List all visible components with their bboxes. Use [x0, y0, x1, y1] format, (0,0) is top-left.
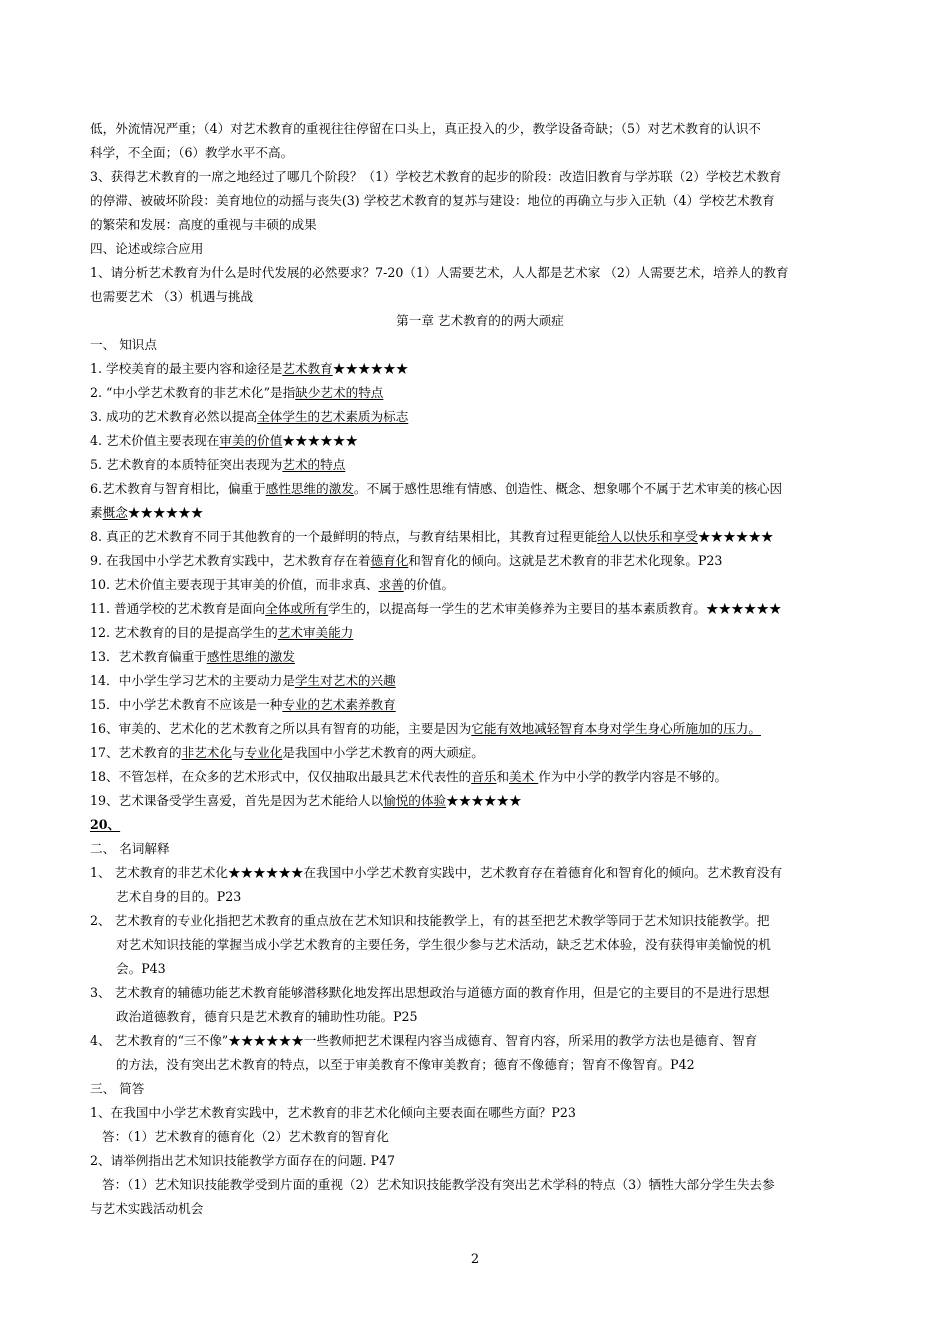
- term-item: 会。P43: [116, 961, 166, 976]
- knowledge-item: 3. 成功的艺术教育必然以提高全体学生的艺术素质为标志: [90, 409, 409, 424]
- text-line: 的停滞、被破坏阶段：美育地位的动摇与丧失(3) 学校艺术教育的复苏与建设：地位的再确立与步入正轨（4）学校艺术教育: [90, 193, 775, 208]
- question: 2、请举例指出艺术知识技能教学方面存在的问题. P47: [90, 1153, 395, 1168]
- knowledge-item: 16、审美的、艺术化的艺术教育之所以具有智育的功能，主要是因为它能有效地减轻智育本身对学生身心所施加的压力。: [90, 721, 761, 736]
- star-rating: ★★★★★★: [282, 433, 358, 448]
- term-item: 4、 艺术教育的“三不像”★★★★★★一些教师把艺术课程内容当成德育、智育内容，所采用的教学方法也是德育、智育: [90, 1033, 758, 1048]
- term-item: 3、 艺术教育的辅德功能艺术教育能够潜移默化地发挥出思想政治与道德方面的教育作用，但是它的主要目的不是进行思想: [90, 985, 770, 1000]
- knowledge-item: 素概念★★★★★★: [90, 505, 204, 520]
- term-item: 的方法，没有突出艺术教育的特点，以至于审美教育不像审美教育；德育不像德育；智育不像智育。P42: [116, 1057, 695, 1072]
- star-rating: ★★★★★★: [332, 361, 409, 376]
- section-heading: 一、 知识点: [90, 337, 157, 352]
- knowledge-item: 19、艺术课备受学生喜爱，首先是因为艺术能给人以愉悦的体验★★★★★★: [90, 793, 522, 808]
- star-rating: ★★★★★★: [697, 529, 774, 544]
- knowledge-item: 20、: [90, 817, 121, 832]
- knowledge-item: 1. 学校美育的最主要内容和途径是艺术教育★★★★★★: [90, 361, 409, 376]
- text-line: 低，外流情况严重；（4）对艺术教育的重视往往停留在口头上，真正投入的少，教学设备奇缺；（5）对艺术教育的认识不: [90, 121, 761, 136]
- knowledge-item: 8. 真正的艺术教育不同于其他教育的一个最鲜明的特点，与教育结果相比，其教育过程更能给人以快乐和享受★★★★★★: [90, 529, 774, 544]
- text-line: 1、请分析艺术教育为什么是时代发展的必然要求？7-20（1）人需要艺术，人人都是艺术家 （2）人需要艺术，培养人的教育: [90, 265, 789, 280]
- section-heading: 三、 简答: [90, 1081, 145, 1096]
- document-body: [90, 117, 870, 1221]
- star-rating: ★★★★★★: [127, 505, 204, 520]
- term-item: 艺术自身的目的。P23: [116, 889, 242, 904]
- knowledge-item: 5. 艺术教育的本质特征突出表现为艺术的特点: [90, 457, 346, 472]
- text-line: 科学，不全面；（6）教学水平不高。: [90, 145, 294, 160]
- answer: 答：（1）艺术教育的德育化（2）艺术教育的智育化: [102, 1129, 389, 1144]
- term-item: 政治道德教育，德育只是艺术教育的辅助性功能。P25: [116, 1009, 418, 1024]
- term-item: 对艺术知识技能的掌握当成小学艺术教育的主要任务，学生很少参与艺术活动，缺乏艺术体验，没有获得审美愉悦的机: [116, 937, 771, 952]
- page-number: 2: [470, 1252, 480, 1267]
- knowledge-item: 10. 艺术价值主要表现于其审美的价值，而非求真、求善的价值。: [90, 577, 455, 592]
- knowledge-item: 6.艺术教育与智育相比，偏重于感性思维的激发。不属于感性思维有情感、创造性、概念、想象哪个不属于艺术审美的核心因: [90, 481, 783, 496]
- text-line: 的繁荣和发展：高度的重视与丰硕的成果: [90, 217, 317, 232]
- section-heading: 二、 名词解释: [90, 841, 170, 856]
- question: 1、在我国中小学艺术教育实践中，艺术教育的非艺术化倾向主要表面在哪些方面？P23: [90, 1105, 576, 1120]
- knowledge-item: 11. 普通学校的艺术教育是面向全体或所有学生的，以提高每一学生的艺术审美修养为主要目的基本素质教育。★★★★★★: [90, 601, 782, 616]
- star-rating: ★★★★★★: [446, 793, 522, 808]
- text-line: 3、获得艺术教育的一席之地经过了哪几个阶段？（1）学校艺术教育的起步的阶段：改造旧教育与学苏联（2）学校艺术教育: [90, 169, 782, 184]
- knowledge-item: 18、不管怎样，在众多的艺术形式中，仅仅抽取出最具艺术代表性的音乐和美术 作为中小学的教学内容是不够的。: [90, 769, 728, 784]
- knowledge-item: 17、艺术教育的非艺术化与专业化是我国中小学艺术教育的两大顽症。: [90, 745, 484, 760]
- answer: 答：（1）艺术知识技能教学受到片面的重视（2）艺术知识技能教学没有突出艺术学科的特点（3）牺牲大部分学生失去参: [102, 1177, 775, 1192]
- chapter-title: 第一章 艺术教育的的两大顽症: [396, 313, 564, 328]
- knowledge-item: 4. 艺术价值主要表现在审美的价值★★★★★★: [90, 433, 358, 448]
- term-item: 1、 艺术教育的非艺术化★★★★★★在我国中小学艺术教育实践中，艺术教育存在着德育化和智育化的倾向。艺术教育没有: [90, 865, 783, 880]
- knowledge-item: 13．艺术教育偏重于感性思维的激发: [90, 649, 295, 664]
- knowledge-item: 15．中小学艺术教育不应该是一种专业的艺术素养教育: [90, 697, 396, 712]
- section-heading: 四、论述或综合应用: [90, 241, 204, 256]
- knowledge-item: 14．中小学生学习艺术的主要动力是学生对艺术的兴趣: [90, 673, 396, 688]
- term-item: 2、 艺术教育的专业化指把艺术教育的重点放在艺术知识和技能教学上，有的甚至把艺术教学等同于艺术知识技能教学。把: [90, 913, 770, 928]
- knowledge-item: 2. “中小学艺术教育的非艺术化”是指缺少艺术的特点: [90, 385, 384, 400]
- knowledge-item: 12. 艺术教育的目的是提高学生的艺术审美能力: [90, 625, 354, 640]
- knowledge-item: 9. 在我国中小学艺术教育实践中，艺术教育存在着德育化和智育化的倾向。这就是艺术教育的非艺术化现象。P23: [90, 553, 723, 568]
- text-line: 也需要艺术 （3）机遇与挑战: [90, 289, 254, 304]
- answer: 与艺术实践活动机会: [90, 1201, 204, 1216]
